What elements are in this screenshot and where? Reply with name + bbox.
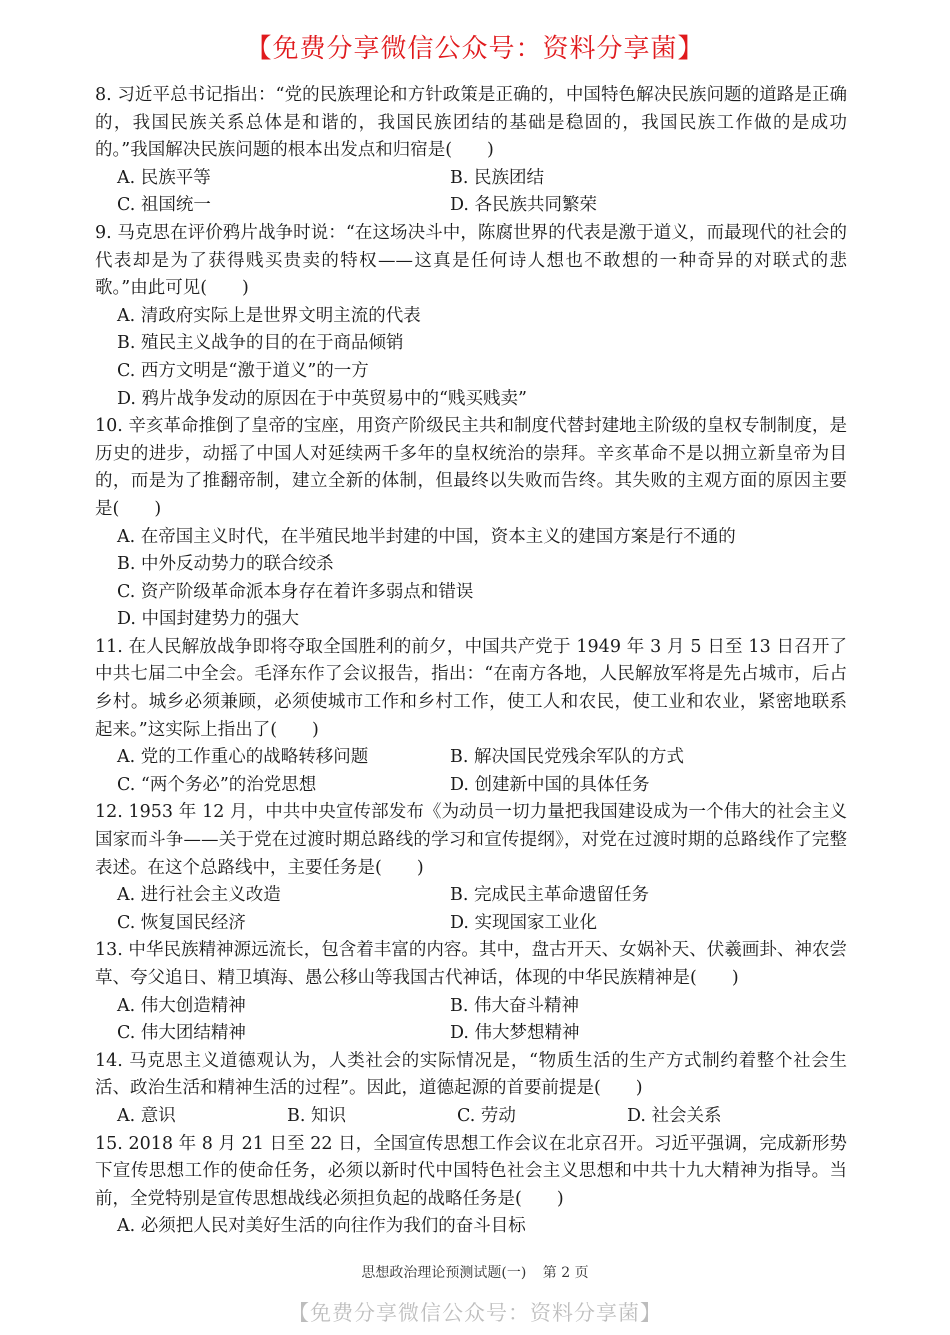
- question-11: [95, 634, 847, 800]
- option-c: C. 西方文明是“激于道义”的一方: [117, 360, 369, 381]
- option-b: B. 知识: [287, 1105, 346, 1126]
- option-d: D. 鸦片战争发动的原因在于中英贸易中的“贱买贱卖”: [117, 388, 527, 409]
- question-stem: 13. 中华民族精神源远流长，包含着丰富的内容。其中，盘古开天、女娲补天、伏羲画卦、神农尝草、夸父追日、精卫填海、愚公移山等我国古代神话，体现的中华民族精神是( ): [95, 940, 847, 988]
- option-d: D. 实现国家工业化: [450, 912, 598, 933]
- option-c: C. 劳动: [457, 1105, 516, 1126]
- question-10: [95, 413, 847, 634]
- page-footer: [0, 1262, 950, 1282]
- option-b: B. 殖民主义战争的目的在于商品倾销: [117, 333, 404, 354]
- option-b: B. 解决国民党残余军队的方式: [450, 747, 684, 768]
- option-c: C. 祖国统一: [117, 195, 211, 216]
- option-b: B. 民族团结: [450, 167, 544, 188]
- promo-banner-bottom: 【免费分享微信公众号：资料分享菌】: [288, 1301, 662, 1325]
- page-number: 第 2 页: [542, 1265, 589, 1281]
- promo-banner-top: 【免费分享微信公众号：资料分享菌】: [245, 34, 705, 64]
- option-d: D. 伟大梦想精神: [450, 1023, 580, 1044]
- option-a: A. 意识: [117, 1105, 176, 1126]
- option-d: D. 创建新中国的具体任务: [450, 774, 650, 795]
- question-stem: 8. 习近平总书记指出：“党的民族理论和方针政策是正确的，中国特色解决民族问题的道路是正确的，我国民族关系总体是和谐的，我国民族团结的基础是稳固的，我国民族工作做的是成功的。”我国解决民族问题的根本出发点和归宿是( ): [95, 85, 847, 161]
- option-a: A. 必须把人民对美好生活的向往作为我们的奋斗目标: [117, 1216, 526, 1237]
- exam-title: 思想政治理论预测试题(一): [361, 1265, 527, 1281]
- option-d: D. 中国封建势力的强大: [117, 609, 300, 630]
- option-d: D. 社会关系: [627, 1105, 722, 1126]
- option-a: A. 民族平等: [117, 167, 211, 188]
- question-14: [95, 1048, 847, 1131]
- option-a: A. 党的工作重心的战略转移问题: [117, 747, 369, 768]
- option-b: B. 完成民主革命遗留任务: [450, 885, 649, 906]
- question-stem: 9. 马克思在评价鸦片战争时说：“在这场决斗中，陈腐世界的代表是激于道义，而最现代的社会的代表却是为了获得贱买贵卖的特权——这真是任何诗人想也不敢想的一种奇异的对联式的悲歌。”由此可见( ): [95, 222, 847, 299]
- question-stem: 12. 1953 年 12 月，中共中央宣传部发布《为动员一切力量把我国建设成为一个伟大的社会主义国家而斗争——关于党在过渡时期总路线的学习和宣传提纲》，对党在过渡时期的总路线作了完整表述。在这个总路线中，主要任务是( ): [95, 802, 847, 878]
- question-9: [95, 220, 847, 413]
- option-b: B. 中外反动势力的联合绞杀: [117, 554, 334, 575]
- option-a: A. 伟大创造精神: [117, 995, 246, 1016]
- question-stem: 14. 马克思主义道德观认为，人类社会的实际情况是，“物质生活的生产方式制约着整个社会生活、政治生活和精神生活的过程”。因此，道德起源的首要前提是( ): [95, 1050, 847, 1099]
- option-c: C. 资产阶级革命派本身存在着许多弱点和错误: [117, 581, 474, 602]
- option-c: C. 伟大团结精神: [117, 1023, 246, 1044]
- option-c: C. “两个务必”的治党思想: [117, 774, 317, 795]
- question-13: [95, 937, 847, 1047]
- question-list: [95, 82, 847, 1241]
- question-stem: 15. 2018 年 8 月 21 日至 22 日，全国宣传思想工作会议在北京召开。习近平强调，完成新形势下宣传思想工作的使命任务，必须以新时代中国特色社会主义思想和中共十九大精神为指导。当前，全党特别是宣传思想战线必须担负起的战略任务是( ): [95, 1133, 847, 1209]
- option-a: A. 进行社会主义改造: [117, 885, 281, 906]
- option-c: C. 恢复国民经济: [117, 912, 246, 933]
- question-stem: 11. 在人民解放战争即将夺取全国胜利的前夕，中国共产党于 1949 年 3 月 5 日至 13 日召开了中共七届二中全会。毛泽东作了会议报告，指出：“在南方各地，人民解放军将是先占城市，后占乡村。城乡必须兼顾，必须使城市工作和乡村工作，使工人和农民，使工业和农业，紧密地联系起来。”这实际上指出了( ): [95, 636, 847, 740]
- option-a: A. 清政府实际上是世界文明主流的代表: [117, 305, 421, 326]
- question-15: [95, 1131, 847, 1241]
- question-8: [95, 82, 847, 220]
- question-stem: 10. 辛亥革命推倒了皇帝的宝座，用资产阶级民主共和制度代替封建地主阶级的皇权专制制度，是历史的进步，动摇了中国人对延续两千多年的皇权统治的崇拜。辛亥革命不是以拥立新皇帝为目的，而是为了推翻帝制，建立全新的体制，但最终以失败而告终。其失败的主观方面的原因主要是( ): [95, 416, 847, 519]
- option-d: D. 各民族共同繁荣: [450, 195, 598, 216]
- option-b: B. 伟大奋斗精神: [450, 995, 579, 1016]
- question-12: [95, 799, 847, 937]
- option-a: A. 在帝国主义时代，在半殖民地半封建的中国，资本主义的建国方案是行不通的: [117, 526, 736, 547]
